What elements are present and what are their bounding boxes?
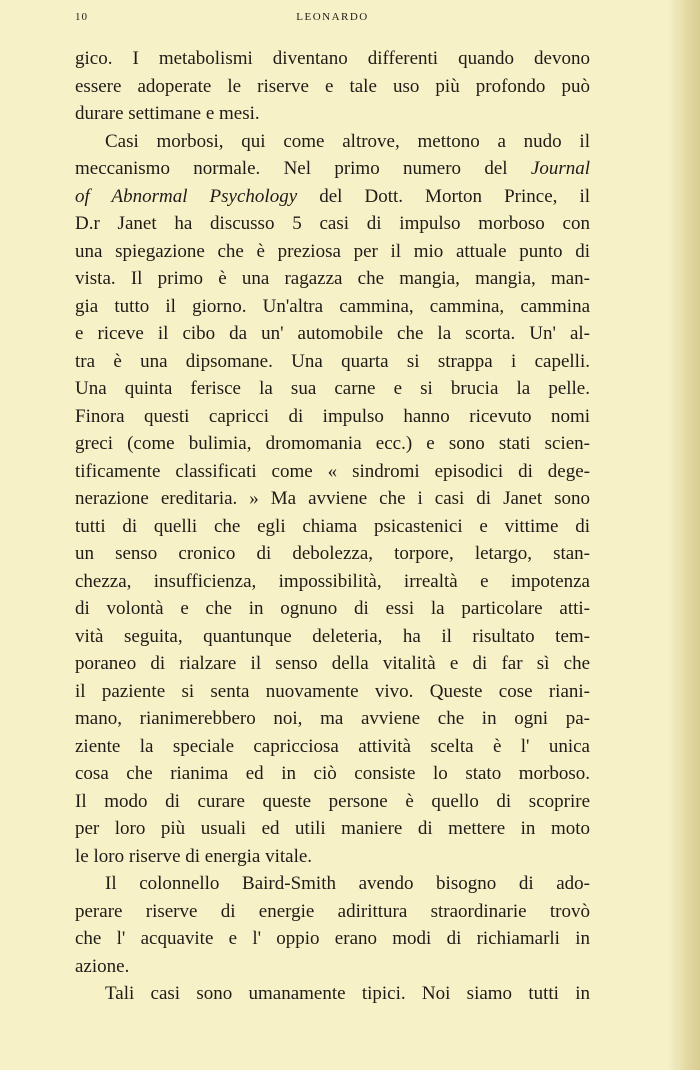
text-line: tra è una dipsomane. Una quarta si strappa i capelli.	[75, 350, 590, 372]
text-line: vità seguita, quantunque deleteria, ha il risultato tem-	[75, 625, 590, 647]
text-line: Finora questi capricci di impulso hanno ricevuto nomi	[75, 405, 590, 427]
text-line: nerazione ereditaria. » Ma avviene che i casi di Janet sono	[75, 488, 590, 509]
text-line: ziente la speciale capricciosa attività scelta è l' unica	[75, 735, 590, 757]
text-line: mano, rianimerebbero noi, ma avviene che in ogni pa-	[75, 708, 590, 729]
page-edge	[678, 0, 700, 1070]
running-head	[75, 11, 590, 31]
body-text	[75, 45, 590, 1008]
running-title: LEONARDO	[296, 11, 369, 23]
text-span: meccanismo normale. Nel primo numero del	[75, 158, 508, 179]
text-line: chezza, insufficienza, impossibilità, irrealtà e impotenza	[75, 570, 590, 592]
text-line	[75, 183, 590, 211]
text-line: che l' acquavite e l' oppio erano modi di richiamarli in	[75, 928, 590, 949]
text-line	[75, 155, 590, 183]
text-line: un senso cronico di debolezza, torpore, letargo, stan-	[75, 543, 590, 564]
text-line: gia tutto il giorno. Un'altra cammina, cammina, cammina	[75, 295, 590, 317]
text-line: e riceve il cibo da un' automobile che la scorta. Un' al-	[75, 323, 590, 344]
text-line: greci (come bulimia, dromomania ecc.) e sono stati scien-	[75, 433, 590, 454]
text-line: Una quinta ferisce la sua carne e si brucia la pelle.	[75, 378, 590, 399]
text-line: perare riserve di energie adirittura straordinarie trovò	[75, 900, 590, 922]
text-line: tutti di quelli che egli chiama psicastenici e vittime di	[75, 515, 590, 537]
page-number: 10	[75, 11, 88, 23]
text-line: Il colonnello Baird-Smith avendo bisogno di ado-	[105, 873, 590, 894]
text-line: una spiegazione che è preziosa per il mio attuale punto di	[75, 240, 590, 262]
text-line: azione.	[75, 955, 130, 977]
text-line: cosa che rianima ed in ciò consiste lo stato morboso.	[75, 763, 590, 784]
text-line: il paziente si senta nuovamente vivo. Queste cose riani-	[75, 680, 590, 702]
text-line: essere adoperate le riserve e tale uso più profondo può	[75, 75, 590, 97]
text-line: poraneo di rialzare il senso della vitalità e di far sì che	[75, 653, 590, 674]
journal-title-part: of Abnormal Psychology	[75, 185, 298, 207]
text-line: vista. Il primo è una ragazza che mangia, mangia, man-	[75, 268, 590, 289]
text-line: di volontà e che in ognuno di essi la particolare atti-	[75, 598, 590, 619]
text-line: Il modo di curare queste persone è quello di scoprire	[75, 790, 590, 812]
text-line: le loro riserve di energia vitale.	[75, 845, 313, 867]
text-line: Casi morbosi, qui come altrove, mettono a nudo il	[105, 130, 590, 152]
journal-title-part: Journal	[530, 158, 590, 179]
text-line: Tali casi sono umanamente tipici. Noi siamo tutti in	[105, 983, 590, 1004]
text-line: per loro più usuali ed utili maniere di mettere in moto	[75, 818, 590, 839]
text-span: del Dott. Morton Prince, il	[319, 185, 591, 207]
text-line: gico. I metabolismi diventano differenti quando devono	[75, 48, 590, 69]
text-line: D.r Janet ha discusso 5 casi di impulso morboso con	[75, 213, 590, 234]
text-line: tificamente classificati come « sindromi episodici di dege-	[75, 460, 590, 482]
page-shadow	[668, 0, 678, 1070]
text-line: durare settimane e mesi.	[75, 103, 260, 124]
